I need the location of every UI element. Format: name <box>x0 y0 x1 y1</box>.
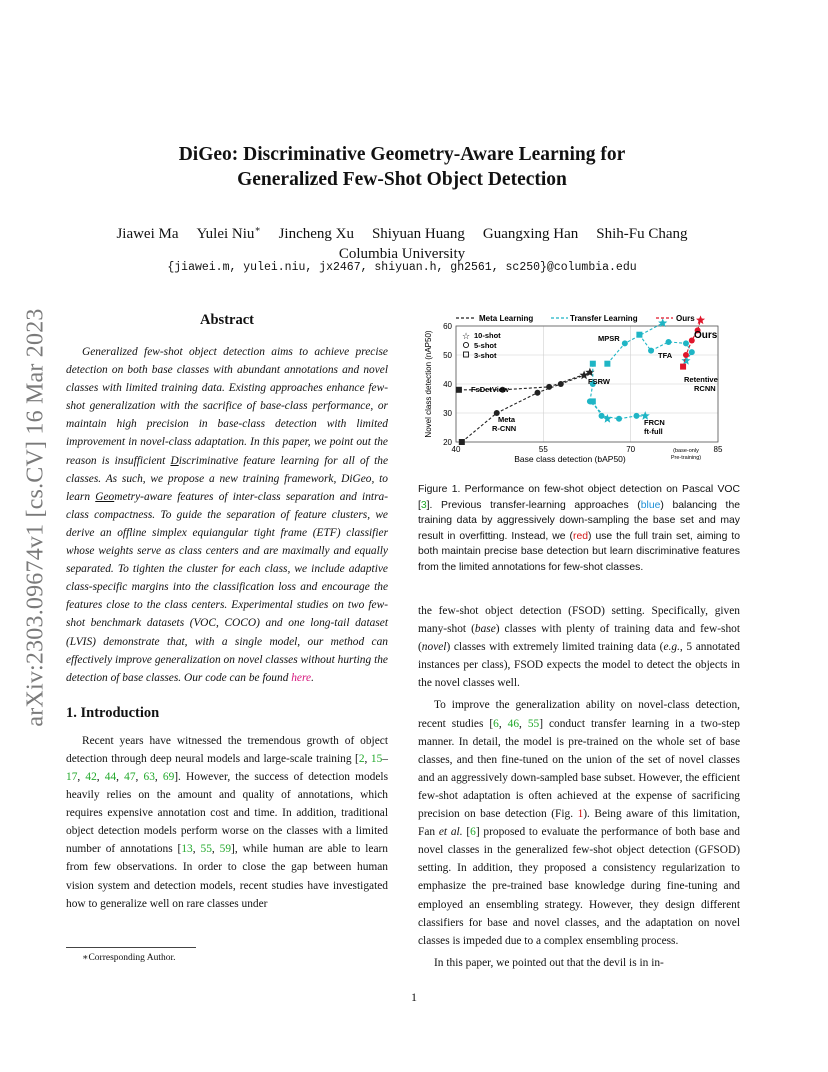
citation-link[interactable]: 6 <box>470 826 476 839</box>
abstract-part-3: metry-aware features of inter-class separation and intra-class compactness. To guide the separation of feature clusters, we derive an offline simplex equiangular tight frame (ETF) classifier whose weights serve as class centers and are maximally and equally separated. To tighten the cluster for each class, we include adaptive class-specific margins into the classification loss and encourage the features close to the class centers. Experimental studies on two few-shot benchmark datasets (VOC, COCO) and one long-tail dataset (LVIS) demonstrate that, with a single model, our method can effectively improve generalization on novel classes without hurting the detection of base classes. Our code can be found <box>66 490 388 684</box>
abstract-part-1: Generalized few-shot object detection aims to achieve precise detection on both base classes with abundant annotations and novel classes with limited training data. Existing approaches enhance few-shot generalization with the sacrifice of base-class performance, or maintain high precision in base-class detection with limited improvement in novel-class adaptation. In this paper, we point out the reason is insufficient <box>66 346 388 467</box>
citation-link[interactable]: 55 <box>527 717 540 730</box>
intro-paragraph <box>66 732 388 913</box>
rt-base: base <box>474 623 496 636</box>
annotation-mpsr: MPSR <box>598 334 620 343</box>
y-tick-label: 50 <box>443 351 452 360</box>
citation-sep: , <box>498 717 508 730</box>
scatter-chart <box>418 308 740 470</box>
legend-shot-10: 10-shot <box>474 331 501 340</box>
annotation-fsdetview: FsDetView <box>471 385 509 394</box>
author-name: Jincheng Xu <box>278 226 354 242</box>
figure-ref-link[interactable]: 1 <box>577 808 584 821</box>
annotation-retentive: Retentive <box>684 375 718 384</box>
rt-2b: ] conduct transfer learning in a two-step manner. In detail, the model is pre-trained on the whole set of base classes, and then fine-tuned on the union of the set of novel classes and an aggressively down-sampled base subset. However, the efficient few-shot adaptation is often achieved at the expense of sacrificing precision on base detection (Fig. <box>418 717 740 821</box>
page-number: 1 <box>411 990 417 1004</box>
abstract-text <box>66 343 388 687</box>
citation-link[interactable]: 17 <box>66 770 78 783</box>
rt-1b: ) classes with plenty of training data and few-shot ( <box>418 623 740 654</box>
right-column <box>418 602 740 972</box>
right-paragraph-3: In this paper, we pointed out that the devil is in in- <box>434 956 664 969</box>
intro-text-1: Recent years have witnessed the tremendous growth of object detection through deep neural models and large-scale training [ <box>66 734 388 765</box>
annotation-tfa: TFA <box>658 351 673 360</box>
right-paragraph-2 <box>418 696 740 949</box>
abstract-part-2: iscriminative feature learning for all of the classes. As such, we propose a new training framework, DiGeo, to learn <box>66 454 388 503</box>
base-only-label-2: Pre-training) <box>670 455 702 461</box>
series-point <box>535 390 541 396</box>
rt-eg: e.g. <box>663 641 680 654</box>
footnote: ∗Corresponding Author. <box>82 953 176 963</box>
x-axis-label: Base class detection (bAP50) <box>514 454 626 464</box>
author-names <box>60 219 744 244</box>
citation-link[interactable]: 6 <box>493 717 499 730</box>
citation-link[interactable]: 3 <box>420 499 427 511</box>
citation-link[interactable]: 47 <box>124 770 136 783</box>
citation-sep: , <box>192 843 201 856</box>
square-marker-icon <box>464 352 469 357</box>
citation-link[interactable]: 13 <box>181 843 193 856</box>
legend-shot-5: 5-shot <box>474 341 497 350</box>
series-point <box>590 398 596 404</box>
circle-marker-icon <box>463 342 468 347</box>
citation-sep: , <box>116 770 125 783</box>
x-tick-label: 85 <box>713 445 723 454</box>
rt-2e: ] proposed to evaluate the performance of both base and novel classes in the generalized few-shot object detection (GFSOD) setting. In addition, they proposed a consistency regularization to emphasize the pre-trained base knowledge during fine-tuning and employed an ensembling strategy. However, they design different classifiers for base and novel classes, and the adaptation on novel classes is impeded due to a complex ensembling process. <box>418 826 740 947</box>
abstract-underline-geo: Geo <box>95 490 115 503</box>
code-link[interactable]: here <box>291 671 312 684</box>
author-name: Shiyuan Huang <box>371 226 465 242</box>
caption-blue-word: blue <box>640 499 661 511</box>
series-line <box>607 323 662 364</box>
chart-annotations <box>471 330 718 436</box>
series-point <box>683 340 689 346</box>
annotation-ours: Ours <box>694 330 718 341</box>
y-axis-label: Novel class detection (nAP50) <box>424 330 433 438</box>
affiliation: Columbia University <box>338 246 466 262</box>
annotation-rcnn: RCNN <box>694 384 716 393</box>
author-name: Yulei Niu <box>196 226 255 242</box>
caption-text-b: ]. Previous transfer-learning approaches ( <box>426 499 641 511</box>
citation-sep: , <box>154 770 163 783</box>
series-point <box>590 361 596 367</box>
citation-link[interactable]: 44 <box>104 770 117 783</box>
citation-link[interactable]: 15 <box>370 752 383 765</box>
y-tick-label: 60 <box>443 322 452 331</box>
citation-link[interactable]: 42 <box>85 770 97 783</box>
caption-red-word: red <box>573 530 589 542</box>
right-paragraph-1 <box>418 602 740 692</box>
series-point <box>456 387 462 393</box>
paper-title <box>100 142 704 192</box>
series-point <box>689 349 695 355</box>
y-tick-label: 30 <box>443 409 452 418</box>
abstract-heading: Abstract <box>200 312 254 328</box>
rt-etal: et al. <box>438 826 463 839</box>
series-point <box>696 315 705 324</box>
caption-text-a: Figure 1. Performance on few-shot object detection on Pascal VOC [ <box>418 484 740 511</box>
series-point <box>546 384 552 390</box>
title-line-1: DiGeo: Discriminative Geometry-Aware Learning for <box>178 144 626 165</box>
series-point <box>616 416 622 422</box>
shot-legend <box>462 331 501 360</box>
author-name: Jiawei Ma <box>116 226 179 242</box>
citation-link[interactable]: 2 <box>358 752 365 765</box>
citation-link[interactable]: 63 <box>143 770 155 783</box>
y-tick-label: 40 <box>443 380 452 389</box>
figure-1-chart <box>418 308 740 470</box>
rt-novel: novel <box>421 641 447 654</box>
star-marker-icon: ☆ <box>462 331 471 341</box>
abstract-underline-d: D <box>170 454 179 467</box>
left-column <box>66 312 388 913</box>
citation-sep: , <box>77 770 86 783</box>
series-point <box>680 364 686 370</box>
base-only-label: (base-only <box>673 448 699 454</box>
annotation-r-cnn: R-CNN <box>492 424 517 433</box>
rt-1d: , 5 annotated instances per class), FSOD expects the model to detect the objects in the novel classes well. <box>418 641 740 690</box>
author-block <box>60 219 744 264</box>
author-emails: {jiawei.m, yulei.niu, jx2467, shiyuan.h, gh2561, sc250}@columbia.edu <box>167 261 637 274</box>
title-line-2: Generalized Few-Shot Object Detection <box>237 169 567 190</box>
x-tick-label: 55 <box>538 445 548 454</box>
legend-label-ours: Ours <box>676 314 695 323</box>
series-point <box>622 340 628 346</box>
citation-sep: , <box>519 717 528 730</box>
intro-text-2: ]. However, the success of detection models heavily relies on the amount and quality of annotations, which requires expensive annotation cost and time. In addition, traditional object detection models perform worse on the classes with a limited number of annotations [ <box>66 770 389 856</box>
annotation-frcn: FRCN <box>644 418 665 427</box>
citation-link[interactable]: 55 <box>200 843 212 856</box>
series-point <box>599 413 605 419</box>
abstract-end: . <box>311 671 314 684</box>
annotation-ft-full: ft-full <box>644 427 663 436</box>
author-name: Guangxing Han <box>482 226 579 242</box>
legend-label-transfer: Transfer Learning <box>570 314 638 323</box>
citation-link[interactable]: 46 <box>507 717 520 730</box>
intro-heading: 1. Introduction <box>66 704 160 721</box>
citation-sep: , <box>96 770 105 783</box>
legend-label-meta: Meta Learning <box>479 314 534 323</box>
intro-text-3: ], while human are able to learn from few observations. In order to close the gap between human vision system and detection models, recent studies have investigated how to generalize well on rare classes under <box>66 843 388 910</box>
annotation-fsrw: FSRW <box>588 377 610 386</box>
corresponding-mark: ∗ <box>254 224 261 234</box>
rt-2a: To improve the generalization ability on novel-class detection, recent studies [ <box>418 699 740 730</box>
citation-sep: , <box>135 770 144 783</box>
citation-sep: , <box>211 843 220 856</box>
citation-sep: , <box>364 752 371 765</box>
legend-shot-3: 3-shot <box>474 351 497 360</box>
y-tick-label: 20 <box>443 438 452 447</box>
arxiv-stamp: arXiv:2303.09674v1 [cs.CV] 16 Mar 2023 <box>22 307 49 727</box>
series-point <box>633 413 639 419</box>
author-name-niu <box>197 226 261 242</box>
citation-link[interactable]: 69 <box>162 770 175 783</box>
series-point <box>648 348 654 354</box>
x-tick-label: 70 <box>626 445 636 454</box>
author-name: Shih-Fu Chang <box>596 226 688 242</box>
caption-text-c: ) balancing the training data by aggressively down-sampling the base set and may result in overfitting. Instead, we ( <box>418 499 740 542</box>
series-point <box>604 361 610 367</box>
rt-1a: the few-shot object detection (FSOD) setting. Specifically, given many-shot ( <box>418 605 740 636</box>
footnote-rule <box>66 947 196 948</box>
citation-link[interactable]: 59 <box>219 843 232 856</box>
citation-sep: – <box>382 752 388 765</box>
rt-2d: [ <box>462 826 471 839</box>
caption-text-d: ) use the full train set, aiming to both maintain precise base detection but learn discriminative features from the limited annotations for few-shot classes. <box>418 530 740 573</box>
figure-caption <box>418 482 740 575</box>
series-point <box>683 352 689 358</box>
rt-2c: ). Being aware of this limitation, Fan <box>418 808 740 839</box>
x-tick-label: 40 <box>451 445 461 454</box>
annotation-meta: Meta <box>498 415 516 424</box>
rt-1c: ) classes with extremely limited training data ( <box>446 641 664 654</box>
series-point <box>666 339 672 345</box>
